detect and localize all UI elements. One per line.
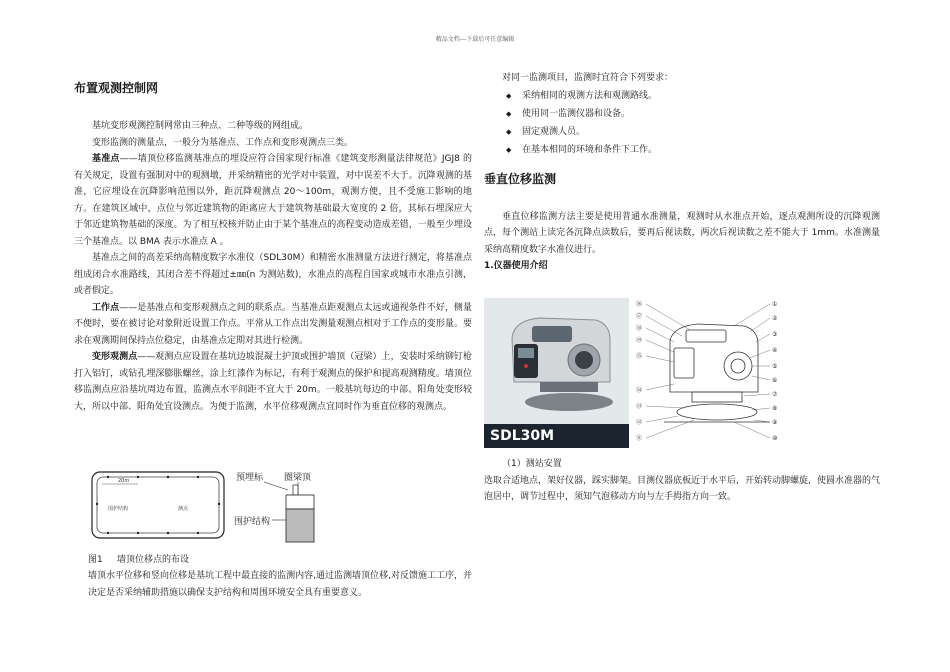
- paragraph-workpoint: [74, 300, 472, 350]
- term: 变形观测点: [92, 352, 138, 362]
- svg-text:⑰: ⑰: [636, 313, 643, 320]
- figure-number: 图1: [88, 555, 103, 565]
- structure-label: 围护结构: [234, 517, 271, 527]
- paragraph-text: ——是基准点和变形观测点之间的联系点。当基准点距观测点太远或通视条件不好，侧量不便时，要在被讨论对象附近设置工作点。平常从工作点出发测量观测点相对于工作点的变形量。要求在观测期间保持点位稳定，由基准点定期对其进行检测。: [74, 302, 472, 346]
- list-item: ◆ 在基本相同的环境和条件下工作。: [506, 141, 880, 159]
- instrument-parts-diagram: [634, 296, 784, 448]
- svg-text:⑤: ⑤: [772, 363, 778, 370]
- svg-text:⑮: ⑮: [636, 353, 643, 360]
- svg-text:⑦: ⑦: [772, 391, 778, 398]
- right-lower-section: [484, 456, 880, 506]
- requirement-list: [484, 87, 880, 159]
- paragraph: 变形监测的测量点，一般分为基准点、工作点和变形观测点三类。: [92, 137, 354, 148]
- left-column: [74, 78, 472, 415]
- paragraph-benchmark: [74, 151, 472, 250]
- svg-text:④: ④: [772, 347, 778, 354]
- subheading: （1）测站安置: [502, 459, 562, 469]
- wall-label: 围护结构: [108, 506, 129, 512]
- wall-body: [286, 509, 314, 542]
- beam-label: 圈梁顶: [284, 473, 312, 483]
- survey-points: [96, 476, 220, 534]
- figure-caption: [88, 552, 189, 565]
- page-header: 精品文档---下载后可任意编辑: [435, 36, 515, 43]
- pit-outline: [92, 472, 224, 538]
- svg-text:⑫: ⑫: [636, 419, 643, 426]
- paragraph: 垂直位移监测方法主要是使用普通水准测量，观测时从水准点开始，逐点观测所设的沉降观测点，每个测站上读完各沉降点读数后，要再后视读数，两次后视读数之差不能大于 1mm。水准测量采纳高精度数字水准仪进行。: [484, 211, 880, 255]
- svg-text:⑯: ⑯: [636, 301, 643, 308]
- paragraph-deformation-point: [74, 349, 472, 415]
- point-label: 测点: [178, 506, 189, 512]
- svg-text:⑱: ⑱: [636, 325, 643, 332]
- svg-text:⑪: ⑪: [636, 435, 643, 442]
- subheading: 1.仪器使用介绍: [484, 261, 548, 271]
- paragraph: 基准点之间的高差采纳高精度数字水准仪（SDL30M）和精密水准测量方法进行测定，将基准点组成闭合水准路线，其闭合差不得超过±㎜(n 为测站数)，水准点的高程自国家或城市水准点引测，或者假定。: [74, 253, 472, 296]
- diagram-body: [664, 324, 770, 422]
- level-instrument-image: [484, 298, 629, 424]
- term: 工作点: [92, 302, 120, 313]
- svg-text:⑩: ⑩: [772, 435, 778, 442]
- instrument-model-label: SDL30M: [484, 424, 629, 448]
- svg-text:⑨: ⑨: [772, 419, 778, 426]
- section-title: 布置观测控制网: [74, 81, 159, 95]
- list-item: ◆ 使用同一监测仪器和设备。: [506, 105, 880, 123]
- paragraph: 基坑变形观测控制网常由三种点、二种等级的网组成。: [92, 121, 309, 131]
- svg-text:⑧: ⑧: [772, 405, 778, 412]
- section-title: 垂直位移监测: [484, 171, 557, 186]
- paragraph-text: ——墙顶位移监测基准点的埋设应符合国家现行标准《建筑变形测量法律规范》JGJ8 的有关规定，设置有强制对中的观测墩，并采纳精密的光学对中装置，对中误差不大于。沉降观测的基准，它应埋设在沉降影响范围以外，距沉降观测点 20～100m，观测方便，且不受施工影响的地方。在建筑区域中，点位与邻近建筑物的距离应大于建筑物基础最大宽度的 2 倍，其标石埋深应大于邻近建筑物基础的深度。为了相互校核并防止由于某个基准点的高程变动造成差错，一般至少埋设三个基准点。以 BMA 表示水准点 A 。: [74, 154, 472, 247]
- figure-wall-top-points: [88, 468, 320, 544]
- svg-text:①: ①: [772, 301, 778, 308]
- svg-text:⑭: ⑭: [636, 387, 643, 394]
- paragraph: 选取合适地点，架好仪器，踩实脚架。目测仪器底板近于水平后，开始转动脚螺旋，使圆水准器的气泡居中，调节过程中，须知气泡移动方向与左手拇指方向一致。: [484, 475, 881, 502]
- paragraph: 墙顶水平位移和竖向位移是基坑工程中最直接的监测内容,通过监测墙顶位移,对反馈施工工序，并决定是否采纳辅助措施以确保支护结构和周围环境安全具有重要意义。: [88, 571, 472, 598]
- paragraph: 对同一监测项目，监测时宜符合下列要求：: [502, 73, 674, 83]
- svg-text:⑬: ⑬: [636, 403, 643, 410]
- instrument-photo: [484, 298, 629, 448]
- pit-inner: [97, 477, 219, 533]
- list-item: ◆ 固定观测人员。: [506, 123, 880, 141]
- svg-text:⑲: ⑲: [636, 337, 643, 344]
- beam-top: [286, 495, 314, 509]
- right-column: [484, 70, 880, 275]
- callout-labels: [636, 300, 778, 442]
- leader-marker: [264, 482, 288, 490]
- list-item: ◆ 采纳相同的观测方法和观测路线。: [506, 87, 880, 105]
- figure-caption-text: 墙顶位移点的布设: [117, 555, 190, 565]
- marker-label: 预埋标: [236, 473, 264, 483]
- dimension-label: 20m: [118, 478, 130, 484]
- paragraph-text: ——观测点应设置在基坑边坡混凝土护顶或围护墙顶（冠梁）上，安装时采纳铆钉枪打入铝钉，或钻孔埋深膨胀螺丝，涂上红漆作为标记，有利于观测点的保护和提高观测精度。墙顶位移监测点应沿基坑周边布置，监测点水平间距不宜大于 20m。一般基坑每边的中部、阳角处变形较大，所以中部、阳角处宜设测点。为便于监测，水平位移观测点宜同时作为垂直位移的观测点。: [74, 352, 472, 412]
- term: 基准点: [92, 154, 120, 164]
- left-tail: [88, 568, 472, 601]
- svg-text:③: ③: [772, 331, 778, 338]
- svg-text:⑥: ⑥: [772, 377, 778, 384]
- svg-text:②: ②: [772, 315, 778, 322]
- marker-pin: [293, 485, 298, 495]
